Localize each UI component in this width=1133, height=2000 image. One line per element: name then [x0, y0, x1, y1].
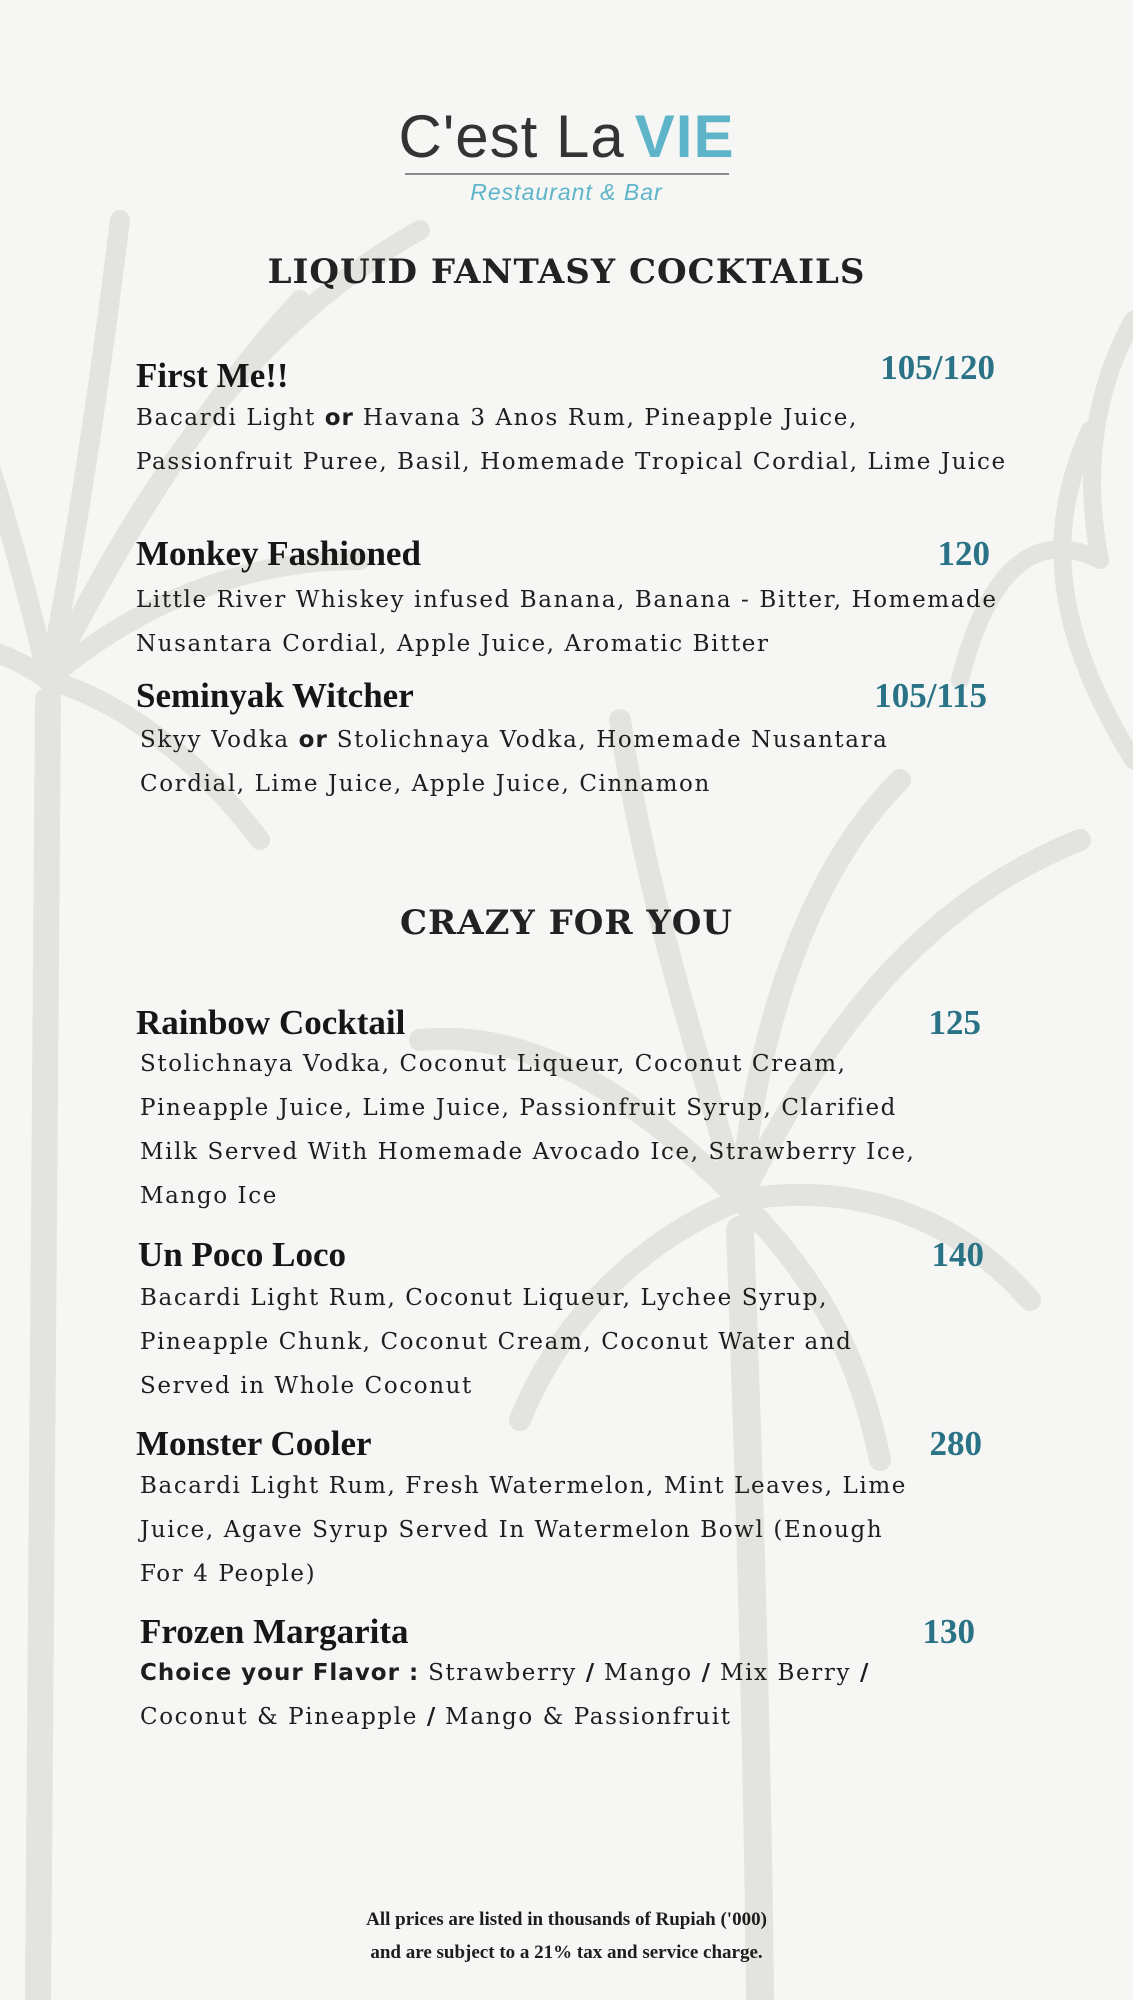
desc-text: Bacardi Light — [136, 405, 316, 431]
logo-subtitle: Restaurant & Bar — [470, 179, 663, 205]
menu-item-price: 105/115 — [874, 676, 987, 715]
menu-item-description — [140, 718, 920, 806]
footnote-line-2: and are subject to a 21% tax and service charge. — [370, 1942, 763, 1963]
desc-or: or — [324, 405, 354, 431]
flavor-choice-label: Choice your Flavor : — [140, 1660, 420, 1686]
footnote-line-1: All prices are listed in thousands of Rupiah ('000) — [366, 1909, 767, 1930]
flavor-option: Mango — [604, 1660, 693, 1686]
menu-item-description: Bacardi Light Rum, Fresh Watermelon, Mint Leaves, Lime Juice, Agave Syrup Served In Watermelon Bowl (Enough For 4 People) — [140, 1473, 907, 1587]
desc-text: Stolichnaya Vodka, Homemade Nusantara Cordial, Lime Juice, Apple Juice, Cinnamon — [140, 727, 889, 797]
menu-item-price: 105/120 — [880, 348, 995, 387]
logo-accent: VIE — [634, 103, 735, 170]
menu-item-name: Monster Cooler — [136, 1424, 372, 1463]
brand-logo — [0, 105, 1133, 206]
menu-item-name: Seminyak Witcher — [136, 676, 414, 715]
menu-item-price: 280 — [929, 1424, 982, 1463]
menu-item-description — [140, 1651, 930, 1739]
section-title-liquid-fantasy: LIQUID FANTASY COCKTAILS — [267, 252, 866, 292]
menu-item-name: Frozen Margarita — [140, 1612, 409, 1651]
logo-wordmark — [399, 105, 735, 169]
menu-item-name: Rainbow Cocktail — [136, 1003, 406, 1042]
section-title-crazy-for-you: CRAZY FOR YOU — [399, 903, 733, 943]
desc-text: Havana 3 Anos Rum, Pineapple Juice, Passionfruit Puree, Basil, Homemade Tropical Cordial, Lime Juice — [136, 405, 1007, 475]
menu-item-description: Little River Whiskey infused Banana, Banana - Bitter, Homemade Nusantara Cordial, Apple Juice, Aromatic Bitter — [136, 587, 998, 657]
flavor-option: Mango & Passionfruit — [445, 1704, 732, 1730]
menu-item-price: 140 — [931, 1235, 984, 1274]
flavor-option: Strawberry — [428, 1660, 577, 1686]
flavor-option: Coconut & Pineapple — [140, 1704, 418, 1730]
flavor-separator: / — [701, 1660, 712, 1686]
flavor-separator: / — [585, 1660, 596, 1686]
menu-item-description: Stolichnaya Vodka, Coconut Liqueur, Coconut Cream, Pineapple Juice, Lime Juice, Passionfruit Syrup, Clarified Milk Served With Homemade Avocado Ice, Strawberry Ice, Mango Ice — [140, 1051, 916, 1209]
menu-item-name: First Me!! — [136, 356, 289, 395]
menu-item-price: 130 — [922, 1612, 975, 1651]
menu-item-price: 125 — [928, 1003, 981, 1042]
logo-divider — [405, 173, 729, 175]
desc-text: Skyy Vodka — [140, 727, 290, 753]
flavor-separator: / — [426, 1704, 437, 1730]
menu-item-description — [136, 396, 1016, 484]
price-footnote — [0, 1903, 1133, 1969]
logo-first: C'est La — [398, 103, 625, 170]
menu-item-price: 120 — [937, 534, 990, 573]
menu-item-name: Un Poco Loco — [138, 1235, 347, 1274]
menu-item-description: Bacardi Light Rum, Coconut Liqueur, Lychee Syrup, Pineapple Chunk, Coconut Cream, Coconut Water and Served in Whole Coconut — [140, 1285, 853, 1399]
flavor-option: Mix Berry — [719, 1660, 852, 1686]
menu-item-name: Monkey Fashioned — [136, 534, 421, 573]
flavor-separator: / — [859, 1660, 870, 1686]
desc-or: or — [298, 727, 328, 753]
